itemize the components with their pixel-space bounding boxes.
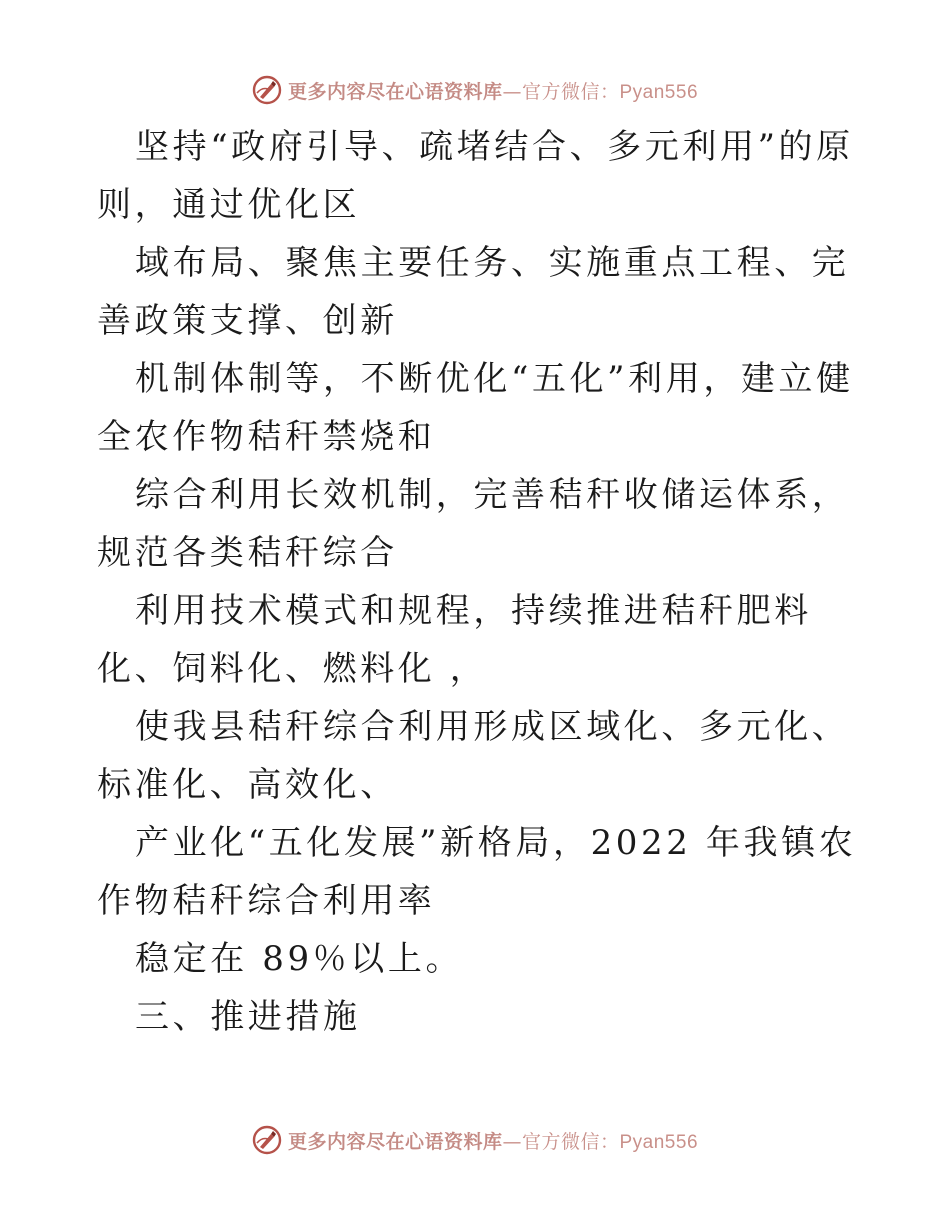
paragraph-7: 产业化“五化发展”新格局，2022 年我镇农作物秸秆综合利用率 [97,823,857,921]
watermark-main: 更多内容尽在心语资料库 [287,1130,503,1153]
paragraph-6: 使我县秸秆综合利用形成区域化、多元化、标准化、高效化、 [97,707,850,805]
watermark-separator: — [502,1130,522,1153]
section-heading: 三、推进措施 [135,997,361,1037]
header-watermark [0,70,950,110]
watermark-text [288,77,698,104]
watermark-main: 更多内容尽在心语资料库 [287,80,503,103]
watermark-wechat-id: Pyan556 [619,81,699,103]
watermark-text [288,1127,698,1154]
paragraph-5: 利用技术模式和规程，持续推进秸秆肥料化、饲料化、燃料化 ， [97,591,812,689]
watermark-separator: — [502,80,522,103]
pen-logo-icon [252,75,282,105]
paragraph-3: 机制体制等，不断优化“五化”利用，建立健全农作物秸秆禁烧和 [97,359,854,457]
paragraph-8: 稳定在 89％以上。 [135,939,464,979]
pen-logo-icon [252,1125,282,1155]
watermark-wechat-label: 官方微信： [521,1130,620,1153]
footer-watermark [0,1120,950,1160]
paragraph-4: 综合利用长效机制，完善秸秆收储运体系，规范各类秸秆综合 [97,475,850,573]
paragraph-1: 坚持“政府引导、疏堵结合、多元利用”的原则，通过优化区 [97,127,854,225]
paragraph-2: 域布局、聚焦主要任务、实施重点工程、完善政策支撑、创新 [97,243,850,341]
watermark-wechat-label: 官方微信： [521,80,620,103]
watermark-wechat-id: Pyan556 [619,1131,699,1153]
document-body [97,118,867,1046]
